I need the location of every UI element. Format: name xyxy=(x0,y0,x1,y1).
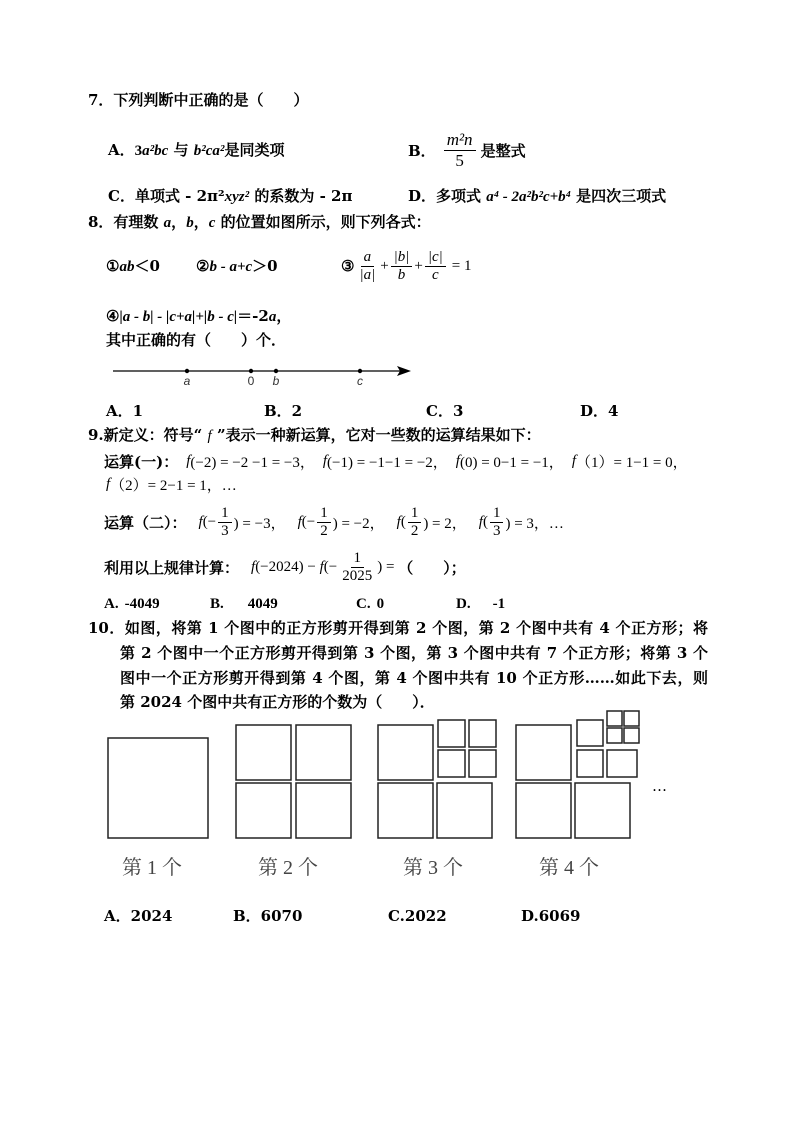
q10-option-c: C.2022 xyxy=(388,907,447,925)
function-symbol: f xyxy=(322,452,328,469)
function-symbol: f xyxy=(106,475,111,492)
fraction-numerator: a xyxy=(361,249,375,267)
function-symbol: f xyxy=(571,452,576,469)
point-c xyxy=(358,369,362,373)
operation-result xyxy=(106,474,237,495)
option-label: A． xyxy=(108,141,135,159)
equals-value: = 1 xyxy=(451,257,472,274)
stem-text: ”表示一种新运算，它对一些数的运算结果如下： xyxy=(216,426,541,444)
figure-4-small-square xyxy=(577,750,603,777)
q9-operation-2 xyxy=(104,502,564,542)
figure-2-square xyxy=(236,725,291,780)
q7-stem: 7．下列判断中正确的是（ ） xyxy=(88,91,309,109)
result-text: ( xyxy=(400,513,406,530)
fraction-numerator: 1 xyxy=(490,505,504,523)
variable: b xyxy=(186,215,194,231)
operation-label: 运算(一)： xyxy=(104,452,179,471)
fraction-denominator: b xyxy=(397,266,406,283)
figure-label-3: 第 3 个 xyxy=(403,857,463,879)
q10-stem-line: 第 2 个图中一个正方形剪开得到第 3 个图，第 3 个图中共有 7 个正方形；将第 3 个 xyxy=(120,644,708,662)
option-text: 单项式 - 2π² xyxy=(134,187,225,205)
q8-option-a: A．1 xyxy=(106,402,144,420)
figure-4-small-square xyxy=(577,720,603,746)
label-a: a xyxy=(183,374,191,388)
operation-result xyxy=(323,451,448,472)
figure-4-tiny-square xyxy=(607,711,622,726)
figure-3-square xyxy=(378,725,433,780)
q9-stem xyxy=(88,425,541,446)
operation-label: 运算（二）： xyxy=(104,513,187,532)
operation-result xyxy=(397,505,467,540)
q8-option-c: C．3 xyxy=(426,402,464,420)
q10-option-d: D.6069 xyxy=(521,907,581,925)
fraction-numerator: |c| xyxy=(425,249,446,267)
q9-calculation xyxy=(104,547,466,587)
calculation-expression xyxy=(251,550,466,585)
option-label: D． xyxy=(408,187,437,205)
result-text: ( xyxy=(482,513,488,530)
fraction-numerator: m²n xyxy=(444,130,476,151)
q8-item-3 xyxy=(341,238,472,294)
q9-operation-1 xyxy=(104,451,688,471)
result-text: (− xyxy=(202,513,217,530)
option-text: 的系数为 - 2π xyxy=(254,187,353,205)
figure-3-small-square xyxy=(469,720,496,747)
q7-option-b xyxy=(408,124,526,176)
plus-sign: + xyxy=(380,257,389,274)
q8-option-b: B．2 xyxy=(264,402,303,420)
plus-sign: + xyxy=(414,257,423,274)
option-value: -4049 xyxy=(124,595,160,612)
q9-operation-1-cont xyxy=(106,474,237,494)
function-symbol: f xyxy=(297,513,302,530)
fraction xyxy=(218,505,232,540)
expression-text: (− xyxy=(323,558,338,575)
item-number: ① xyxy=(106,257,120,275)
result-text: （1）= 1−1 = 0， xyxy=(575,454,688,471)
result-text: ) = 3，… xyxy=(505,515,564,532)
fraction-numerator: 1 xyxy=(317,505,331,523)
function-symbol: f xyxy=(198,513,203,530)
expression-text: ＝-2 xyxy=(237,307,269,325)
figure-label-2: 第 2 个 xyxy=(258,857,318,879)
q7-option-c xyxy=(108,186,352,207)
function-symbol: f xyxy=(207,428,212,444)
option-text: 是四次三项式 xyxy=(576,187,667,205)
point-zero xyxy=(249,369,253,373)
monomial: a²bc xyxy=(142,143,169,159)
fraction-numerator: 1 xyxy=(218,505,232,523)
function-symbol: f xyxy=(251,558,256,575)
operation-result xyxy=(199,505,286,540)
fraction xyxy=(391,249,413,284)
figure-label-1: 第 1 个 xyxy=(122,857,182,879)
item-number: ② xyxy=(196,257,210,275)
result-text: (− xyxy=(301,513,316,530)
figure-2-square xyxy=(296,783,351,838)
figure-2-square xyxy=(296,725,351,780)
option-text: 是整式 xyxy=(480,141,526,160)
expression-text: ) = xyxy=(377,558,399,575)
function-symbol: f xyxy=(478,513,483,530)
fraction-denominator: 3 xyxy=(221,522,229,539)
q8-item-1 xyxy=(106,256,160,277)
label-b: b xyxy=(272,374,280,388)
stem-text: 9.新定义：符号“ xyxy=(88,426,203,444)
q8-item-4 xyxy=(106,306,291,327)
function-symbol: f xyxy=(396,513,401,530)
option-text: 与 xyxy=(173,141,189,159)
q10-stem-line: 图中一个正方形剪开得到第 4 个图，第 4 个图中共有 10 个正方形……如此下去，则 xyxy=(120,669,708,687)
q10-stem-line: 10．如图，将第 1 个图中的正方形剪开得到第 2 个图，第 2 个图中共有 4 个正方形；将 xyxy=(88,619,708,637)
figure-4-tiny-square xyxy=(624,728,639,743)
q10-stem-line: 第 2024 个图中共有正方形的个数为（ ）． xyxy=(120,693,435,711)
q9-option-a xyxy=(104,594,160,614)
fraction xyxy=(356,249,378,284)
monomial: xyz² xyxy=(224,189,250,205)
option-label: C． xyxy=(108,187,135,205)
q8-item-2 xyxy=(196,256,278,277)
variable: c xyxy=(208,215,216,231)
result-text: ) = −2， xyxy=(332,515,385,532)
fraction-denominator: 3 xyxy=(492,522,501,539)
fraction xyxy=(339,550,375,585)
number-line xyxy=(108,354,418,392)
coefficient: 3 xyxy=(134,143,143,159)
stem-text: ， xyxy=(171,213,187,231)
figure-4-square xyxy=(516,783,571,838)
figure-3-small-square xyxy=(438,720,465,747)
q7-option-d xyxy=(408,186,666,207)
option-value: 4049 xyxy=(247,595,278,612)
option-label: B． xyxy=(408,141,436,160)
q9-option-b xyxy=(210,594,278,614)
option-label: B. xyxy=(210,595,224,612)
q10-option-b: B．6070 xyxy=(233,907,303,925)
function-symbol: f xyxy=(186,452,191,469)
option-value: 0 xyxy=(376,595,385,612)
figure-1-square xyxy=(108,738,208,838)
monomial: b²ca² xyxy=(193,143,225,159)
figure-4-square xyxy=(575,783,630,838)
expression: ab xyxy=(119,259,135,275)
q9-option-c xyxy=(356,594,384,614)
figure-4-tiny-square xyxy=(607,728,622,743)
figure-3-square xyxy=(378,783,433,838)
fraction-denominator: 5 xyxy=(455,150,464,170)
figure-4-square xyxy=(516,725,571,780)
option-label: A. xyxy=(104,595,119,612)
q10-option-a: A．2024 xyxy=(104,907,173,925)
option-text: 是同类项 xyxy=(224,141,285,159)
variable: a xyxy=(268,309,277,325)
variable: a xyxy=(163,215,172,231)
expression-text: ＞0 xyxy=(252,257,278,275)
option-value: -1 xyxy=(492,595,506,612)
fraction-numerator: |b| xyxy=(391,249,413,267)
result-text: (−1) = −1−1 = −2， xyxy=(327,454,448,471)
operation-result xyxy=(456,451,564,472)
q7-option-a xyxy=(108,140,284,161)
label-zero: 0 xyxy=(247,374,255,388)
polynomial: a⁴ - 2a²b²c+b⁴ xyxy=(486,189,571,205)
item-number: ④ xyxy=(106,307,120,325)
squares-figure xyxy=(100,705,645,845)
operation-result xyxy=(479,505,564,540)
calculation-label: 利用以上规律计算： xyxy=(104,558,240,577)
result-text: （2）= 2−1 = 1，… xyxy=(110,477,237,494)
q9-option-d xyxy=(456,594,505,614)
operation-result xyxy=(572,451,688,472)
expression: |a - b| - |c+a|+|b - c| xyxy=(119,309,238,325)
fraction-denominator: 2 xyxy=(410,522,419,539)
fraction xyxy=(490,505,504,540)
figure-3-small-square xyxy=(438,750,465,777)
figure-3-square xyxy=(437,783,492,838)
expression-text: (−2024) − xyxy=(255,558,320,575)
figure-2-square xyxy=(236,783,291,838)
stem-text: ， xyxy=(193,213,209,231)
q8-stem xyxy=(88,212,431,233)
q8-option-d: D．4 xyxy=(580,402,619,420)
result-text: (0) = 0−1 = −1， xyxy=(459,454,564,471)
fraction-denominator: |a| xyxy=(359,266,376,283)
fraction-numerator: 1 xyxy=(408,505,422,523)
figure-4-small-square xyxy=(607,750,637,777)
option-label: C. xyxy=(356,595,371,612)
figure-label-4: 第 4 个 xyxy=(539,857,599,879)
label-c: c xyxy=(357,374,363,388)
fraction xyxy=(317,505,331,540)
fraction xyxy=(444,130,476,171)
point-b xyxy=(274,369,278,373)
stem-text: 的位置如图所示，则下列各式： xyxy=(220,213,431,231)
operation-result xyxy=(186,451,315,472)
figure-ellipsis: … xyxy=(652,777,667,795)
fraction xyxy=(408,505,422,540)
figure-3-small-square xyxy=(469,750,496,777)
function-symbol: f xyxy=(455,452,460,469)
fraction-denominator: c xyxy=(432,266,439,283)
answer-blank: （ ）； xyxy=(398,558,466,577)
fraction-denominator: 2025 xyxy=(342,567,373,584)
result-text: ) = 2， xyxy=(423,515,467,532)
expression: b - a+c xyxy=(209,259,253,275)
fraction xyxy=(425,249,446,284)
operation-result xyxy=(298,505,385,540)
fraction-numerator: 1 xyxy=(351,550,365,568)
option-label: D. xyxy=(456,595,471,612)
q8-tail: 其中正确的有（ ）个． xyxy=(106,331,287,349)
figure-4-tiny-square xyxy=(624,711,639,726)
expression-text: ＜0 xyxy=(134,257,160,275)
option-text: 多项式 xyxy=(436,187,482,205)
result-text: (−2) = −2 −1 = −3， xyxy=(190,454,315,471)
stem-text: 8．有理数 xyxy=(88,213,159,231)
result-text: ) = −3， xyxy=(233,515,286,532)
fraction-denominator: 2 xyxy=(320,522,328,539)
point-a xyxy=(185,369,189,373)
expression-text: ， xyxy=(276,307,292,325)
function-symbol: f xyxy=(319,558,324,575)
item-number: ③ xyxy=(341,257,355,275)
